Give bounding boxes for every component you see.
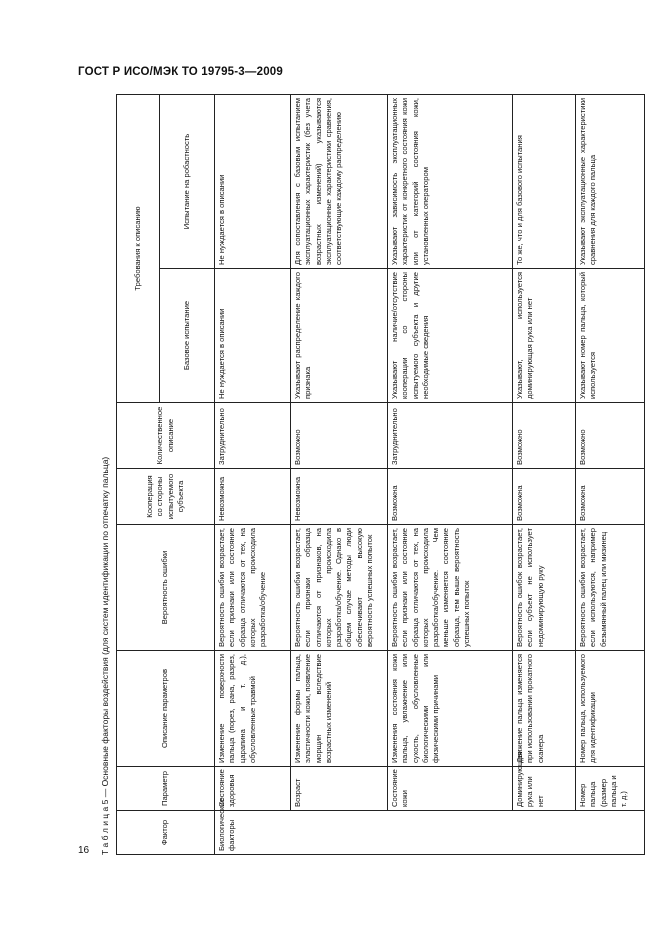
rotated-table-block — [96, 95, 628, 855]
factors-table — [116, 94, 645, 855]
cell-base-test: Указывают распределение каждого признака — [291, 269, 388, 403]
col-header-requirements: Требования к описанию — [117, 94, 160, 402]
cell-quantitative: Затруднительно — [215, 403, 291, 469]
cell-factor: Биологические факторы — [215, 811, 645, 855]
cell-cooperation: Возможна — [576, 469, 645, 525]
cell-cooperation: Возможна — [513, 469, 576, 525]
cell-quantitative: Возможно — [513, 403, 576, 469]
table-row — [291, 94, 388, 854]
cell-error-probability: Вероятность ошибки возрастает, если используются, например безымянный палец или мизинец — [576, 525, 645, 651]
table-row — [388, 94, 513, 854]
cell-quantitative: Возможно — [576, 403, 645, 469]
cell-robust-test: Указывают зависимость эксплуатационных характеристик от конкретного состояния кожи или от категорий состояния кожи, установленных оператором — [388, 94, 513, 268]
cell-description: Движение пальца изменяется при использовании прокатного сканера — [513, 651, 576, 767]
table-row — [215, 94, 291, 854]
cell-cooperation: Невозможна — [291, 469, 388, 525]
col-header-quantitative: Количественное описание — [117, 403, 215, 469]
cell-robust-test: Указывают эксплуатационные характеристики сравнения для каждого пальца — [576, 94, 645, 268]
cell-base-test: Указывают номер пальца, который используется — [576, 269, 645, 403]
cell-robust-test: Для сопоставления с базовым испытанием эксплуатационных характеристик (без учета возрастных изменений) указываются эксплуатационные характеристики сравнения, соответствующие каждому распределению — [291, 94, 388, 268]
page-number: 16 — [78, 845, 90, 856]
document-header: ГОСТ Р ИСО/МЭК ТО 19795-3—2009 — [78, 66, 283, 78]
cell-description: Изменение формы пальца, эластичности кожи, появление морщин вследствие возрастных изменений — [291, 651, 388, 767]
header-row-1 — [117, 94, 160, 854]
cell-error-probability: Вероятность ошибки возрастает, если признаки или состояние образца отличаются от тех, на которых происходила разработка/обучение — [215, 525, 291, 651]
cell-cooperation: Возможна — [388, 469, 513, 525]
cell-base-test: Не нуждается в описании — [215, 269, 291, 403]
cell-description: Изменение поверхности пальца (порез, рана, разрез, царапина и т. д.), обусловленные травмой — [215, 651, 291, 767]
col-header-error-probability: Вероятность ошибки — [117, 525, 215, 651]
cell-parameter: Номер пальца (размер пальца и т. д.) — [576, 767, 645, 811]
table-row — [576, 94, 645, 854]
table-caption: Т а б л и ц а 5 — Основные факторы воздействия (для систем идентификации по отпечатку пальца) — [100, 456, 110, 855]
cell-cooperation: Невозможна — [215, 469, 291, 525]
cell-base-test: Указывают, используется доминирующая рука или нет — [513, 269, 576, 403]
cell-parameter: Доминирующая рука или нет — [513, 767, 576, 811]
col-header-factor: Фактор — [117, 811, 215, 855]
cell-description: Изменения состояния кожи пальца, увлажнение или сухость, обусловленные биологическими или физическими причинами — [388, 651, 513, 767]
cell-error-probability: Вероятность ошибок возрастает, если субъект не использует недоминирующую руку — [513, 525, 576, 651]
cell-error-probability: Вероятность ошибки возрастает, если признаки или состояние образца отличаются от тех, на которых происходила разработка/обучение. Чем меньше изменяется состояние образца, тем выше вероятность успешных попыток — [388, 525, 513, 651]
cell-robust-test: То же, что и для базового испытания — [513, 94, 576, 268]
col-header-parameter: Параметр — [117, 767, 215, 811]
cell-quantitative: Затруднительно — [388, 403, 513, 469]
cell-error-probability: Вероятность ошибки возрастает, если признаки образца отличаются от признаков, на которых происходила разработка/обучение. Однако в общем случае методы люди обеспечивают высокую вероятность успешных попыток — [291, 525, 388, 651]
cell-parameter: Возраст — [291, 767, 388, 811]
col-header-cooperation: Кооперация со стороны испытуемого субъекта — [117, 469, 215, 525]
col-header-robust-test: Испытание на робастность — [160, 94, 215, 268]
cell-parameter: Состояние здоровья — [215, 767, 291, 811]
cell-description: Номер пальца, используемого для идентификации — [576, 651, 645, 767]
col-header-description: Описание параметров — [117, 651, 215, 767]
cell-robust-test: Не нуждается в описании — [215, 94, 291, 268]
cell-quantitative: Возможно — [291, 403, 388, 469]
col-header-base-test: Базовое испытание — [160, 269, 215, 403]
cell-base-test: Указывают наличие/отсутствие кооперации со стороны испытуемого субъекта и другие необходимые сведения — [388, 269, 513, 403]
table-row — [513, 94, 576, 854]
cell-parameter: Состояние кожи — [388, 767, 513, 811]
